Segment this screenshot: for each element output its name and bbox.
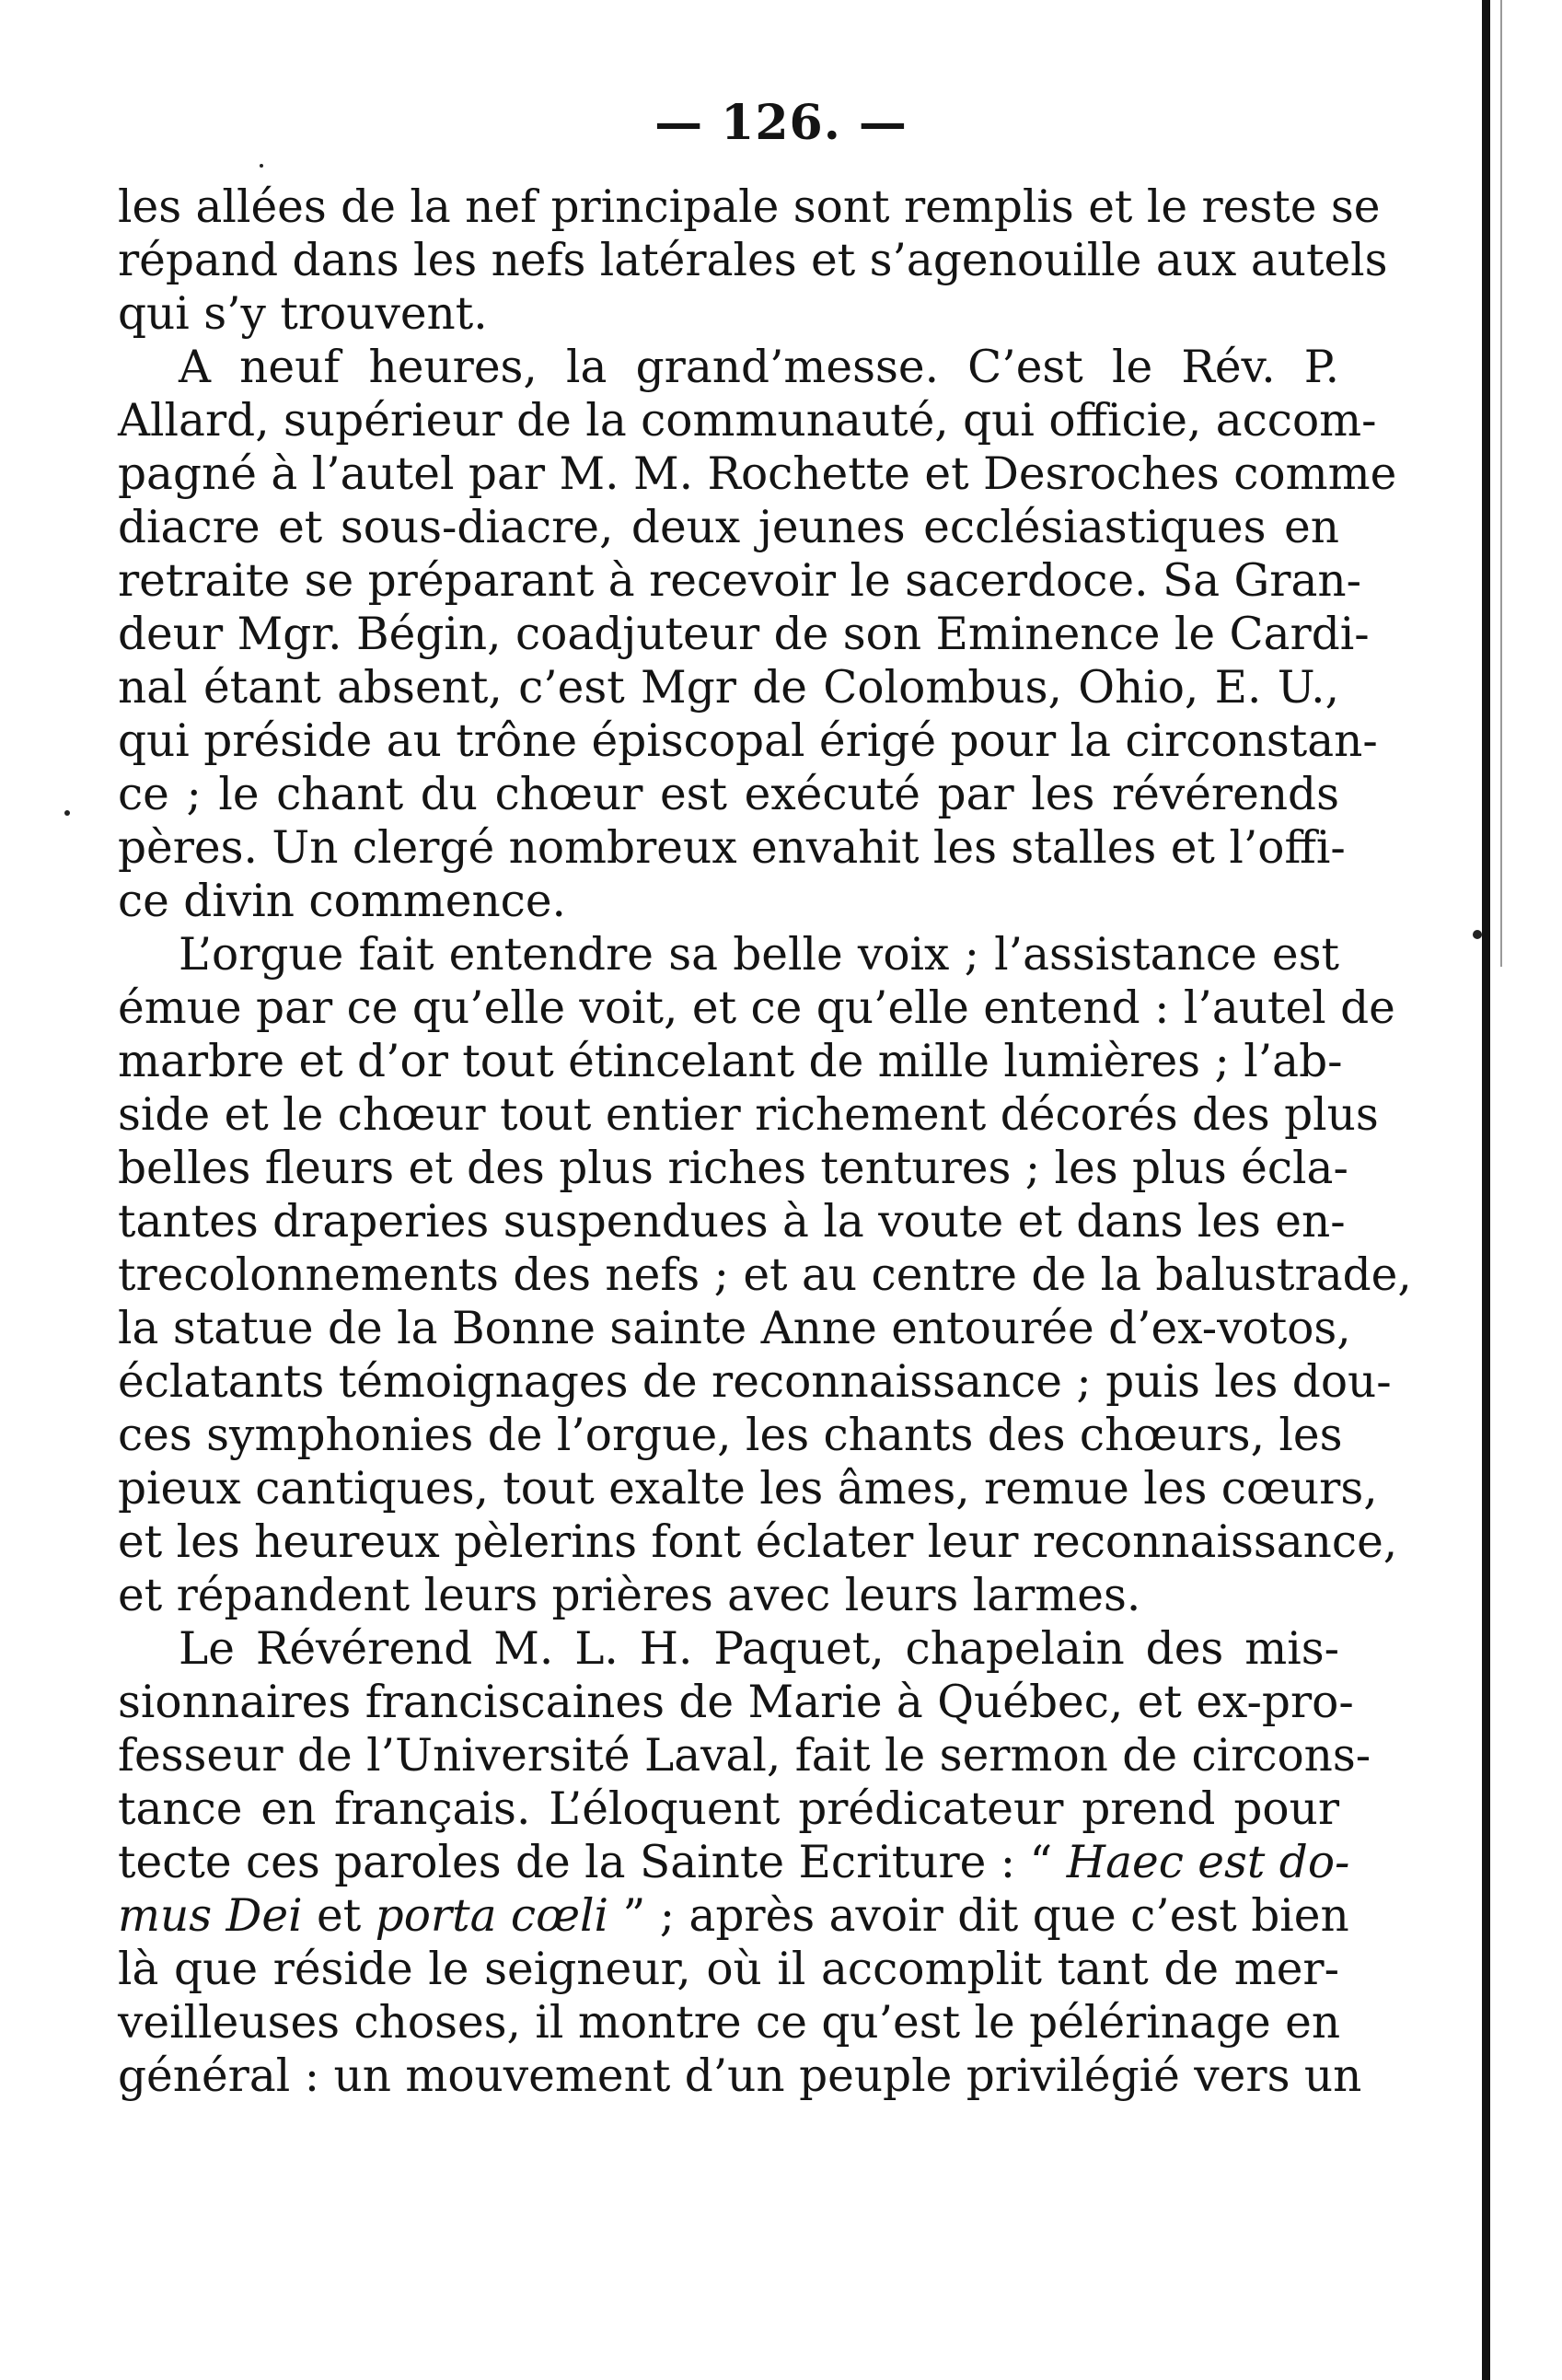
text-line: deur Mgr. Bégin, coadjuteur de son Eminence le Cardi- [118, 609, 1370, 660]
text-line: marbre et d’or tout étincelant de mille lumières ; l’ab- [118, 1036, 1343, 1087]
text-line: Le Révérend M. L. H. Paquet, chapelain des mis- [179, 1623, 1339, 1675]
print-speck [260, 164, 263, 168]
text-line: trecolonnements des nefs ; et au centre de la balustrade, [118, 1249, 1412, 1301]
text-line: veilleuses choses, il montre ce qu’est le pélérinage en [118, 1997, 1341, 2049]
text-line: Allard, supérieur de la communauté, qui officie, accom- [118, 395, 1377, 447]
text-line: la statue de la Bonne sainte Anne entourée d’ex-votos, [118, 1303, 1351, 1354]
page-binding-edge [1482, 0, 1490, 2380]
text-line [118, 1889, 1349, 1943]
text-line: répand dans les nefs latérales et s’agenouille aux autels [118, 235, 1388, 286]
text-line: ce divin commence. [118, 876, 566, 927]
text-line: et répandent leurs prières avec leurs larmes. [118, 1570, 1141, 1621]
text-line: tantes draperies suspendues à la voute et dans les en- [118, 1196, 1346, 1248]
text-line [118, 1836, 1350, 1889]
latin-quote-italic: porta cœli [375, 1890, 609, 1942]
text-line: général : un mouvement d’un peuple privilégié vers un [118, 2050, 1362, 2102]
text-line: pieux cantiques, tout exalte les âmes, remue les cœurs, [118, 1463, 1378, 1515]
line-text: et [302, 1890, 376, 1942]
text-line: diacre et sous-diacre, deux jeunes ecclésiastiques en [118, 502, 1339, 553]
text-line: fesseur de l’Université Laval, fait le sermon de circons- [118, 1730, 1371, 1782]
text-line: tance en français. L’éloquent prédicateur prend pour [118, 1783, 1339, 1835]
latin-quote-italic: Haec est do- [1066, 1837, 1350, 1888]
text-line: émue par ce qu’elle voit, et ce qu’elle entend : l’autel de [118, 982, 1395, 1034]
print-speck [1473, 930, 1482, 939]
text-line: side et le chœur tout entier richement décorés des plus [118, 1089, 1379, 1141]
text-line: et les heureux pèlerins font éclater leur reconnaissance, [118, 1516, 1398, 1568]
text-line: éclatants témoignages de reconnaissance ; puis les dou- [118, 1356, 1392, 1408]
text-line: qui préside au trône épiscopal érigé pour la circonstan- [118, 715, 1378, 767]
text-line: A neuf heures, la grand’messe. C’est le Rév. P. [179, 342, 1339, 393]
body-text [118, 180, 1412, 2103]
text-line: ce ; le chant du chœur est exécuté par les révérends [118, 769, 1339, 820]
page-number: — 126. — [654, 95, 908, 151]
text-line: retraite se préparant à recevoir le sacerdoce. Sa Gran- [118, 555, 1361, 607]
text-line: nal étant absent, c’est Mgr de Colombus, Ohio, E. U., [118, 662, 1339, 714]
text-line: qui s’y trouvent. [118, 288, 488, 340]
text-line: ces symphonies de l’orgue, les chants des chœurs, les [118, 1410, 1343, 1461]
latin-quote-italic: mus Dei [118, 1890, 303, 1942]
text-line: belles fleurs et des plus riches tentures ; les plus écla- [118, 1143, 1348, 1194]
text-line: pères. Un clergé nombreux envahit les stalles et l’offi- [118, 822, 1346, 874]
print-speck [64, 810, 70, 816]
text-line: sionnaires franciscaines de Marie à Québec, et ex-pro- [118, 1677, 1354, 1728]
line-text: tecte ces paroles de la Sainte Ecriture : “ [118, 1837, 1067, 1888]
line-text: ” ; après avoir dit que c’est bien [608, 1890, 1349, 1942]
text-line: L’orgue fait entendre sa belle voix ; l’assistance est [179, 929, 1339, 981]
text-line: pagné à l’autel par M. M. Rochette et Desroches comme [118, 448, 1397, 500]
text-line: les allées de la nef principale sont remplis et le reste se [118, 181, 1381, 233]
text-line: là que réside le seigneur, où il accomplit tant de mer- [118, 1944, 1339, 1995]
